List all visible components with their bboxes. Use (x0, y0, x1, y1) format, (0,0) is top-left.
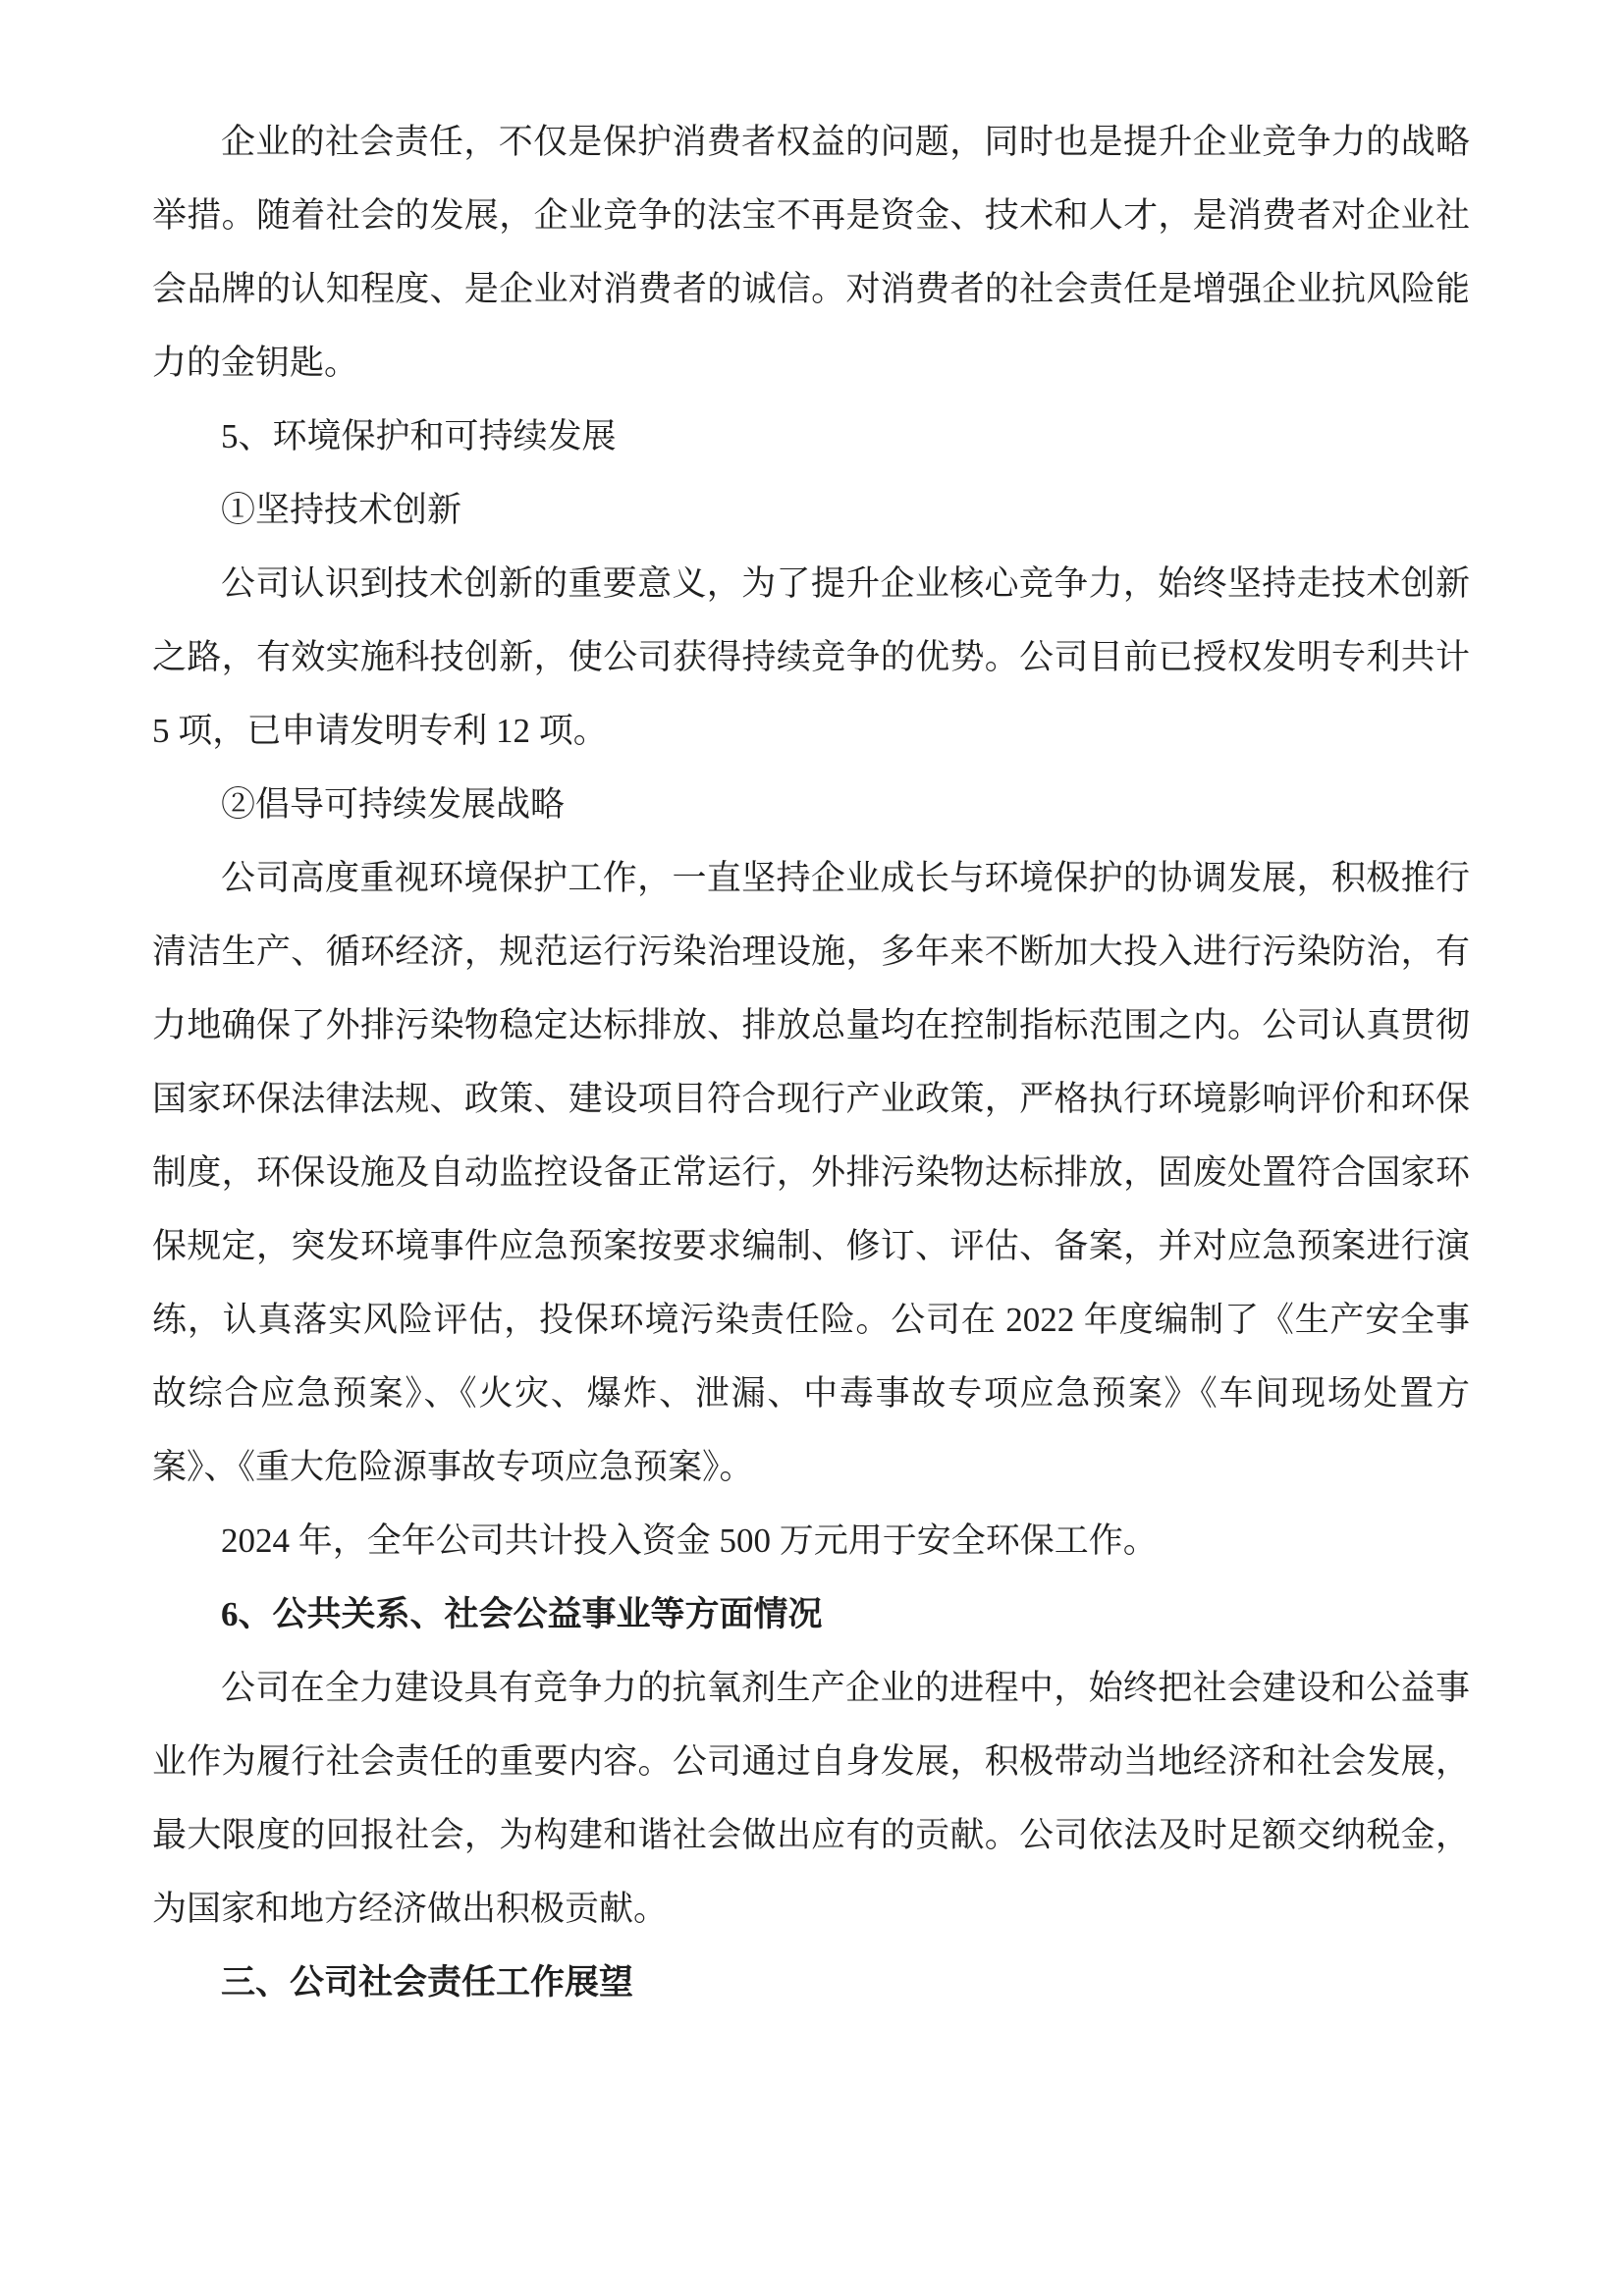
para-public-welfare: 公司在全力建设具有竞争力的抗氧剂生产企业的进程中，始终把社会建设和公益事业作为履行社会责任的重要内容。公司通过自身发展，积极带动当地经济和社会发展，最大限度的回报社会，为构建和谐社会做出应有的贡献。公司依法及时足额交纳税金，为国家和地方经济做出积极贡献。 (152, 1669, 1470, 1928)
subheading-2-sustainable-strategy: ②倡导可持续发展战略 (221, 785, 566, 824)
document-body (152, 105, 1470, 2019)
para-consumer-responsibility: 企业的社会责任，不仅是保护消费者权益的问题，同时也是提升企业竞争力的战略举措。随着社会的发展，企业竞争的法宝不再是资金、技术和人才，是消费者对企业社会品牌的认知程度、是企业对消费者的诚信。对消费者的社会责任是增强企业抗风险能力的金钥匙。 (152, 123, 1470, 382)
heading-5-environment-sustainability: 5、环境保护和可持续发展 (221, 417, 617, 455)
heading-3-csr-outlook: 三、公司社会责任工作展望 (221, 1963, 634, 2002)
para-environment-protection: 公司高度重视环境保护工作，一直坚持企业成长与环境保护的协调发展，积极推行清洁生产、循环经济，规范运行污染治理设施，多年来不断加大投入进行污染防治，有力地确保了外排污染物稳定达标排放、排放总量均在控制指标范围之内。公司认真贯彻国家环保法律法规、政策、建设项目符合现行产业政策，严格执行环境影响评价和环保制度，环保设施及自动监控设备正常运行，外排污染物达标排放，固废处置符合国家环保规定，突发环境事件应急预案按要求编制、修订、评估、备案，并对应急预案进行演练，认真落实风险评估，投保环境污染责任险。公司在 2022 年度编制了《生产安全事故综合应急预案》、《火灾、爆炸、泄漏、中毒事故专项应急预案》《车间现场处置方案》、《重大危险源事故专项应急预案》。 (152, 859, 1470, 1486)
heading-6-public-welfare: 6、公共关系、社会公益事业等方面情况 (221, 1595, 823, 1633)
subheading-1-tech-innovation: ①坚持技术创新 (221, 491, 462, 529)
para-2024-safety-investment: 2024 年，全年公司共计投入资金 500 万元用于安全环保工作。 (221, 1522, 1158, 1560)
para-tech-innovation: 公司认识到技术创新的重要意义，为了提升企业核心竞争力，始终坚持走技术创新之路，有效实施科技创新，使公司获得持续竞争的优势。公司目前已授权发明专利共计 5 项，已申请发明专利 12 项。 (152, 564, 1470, 750)
